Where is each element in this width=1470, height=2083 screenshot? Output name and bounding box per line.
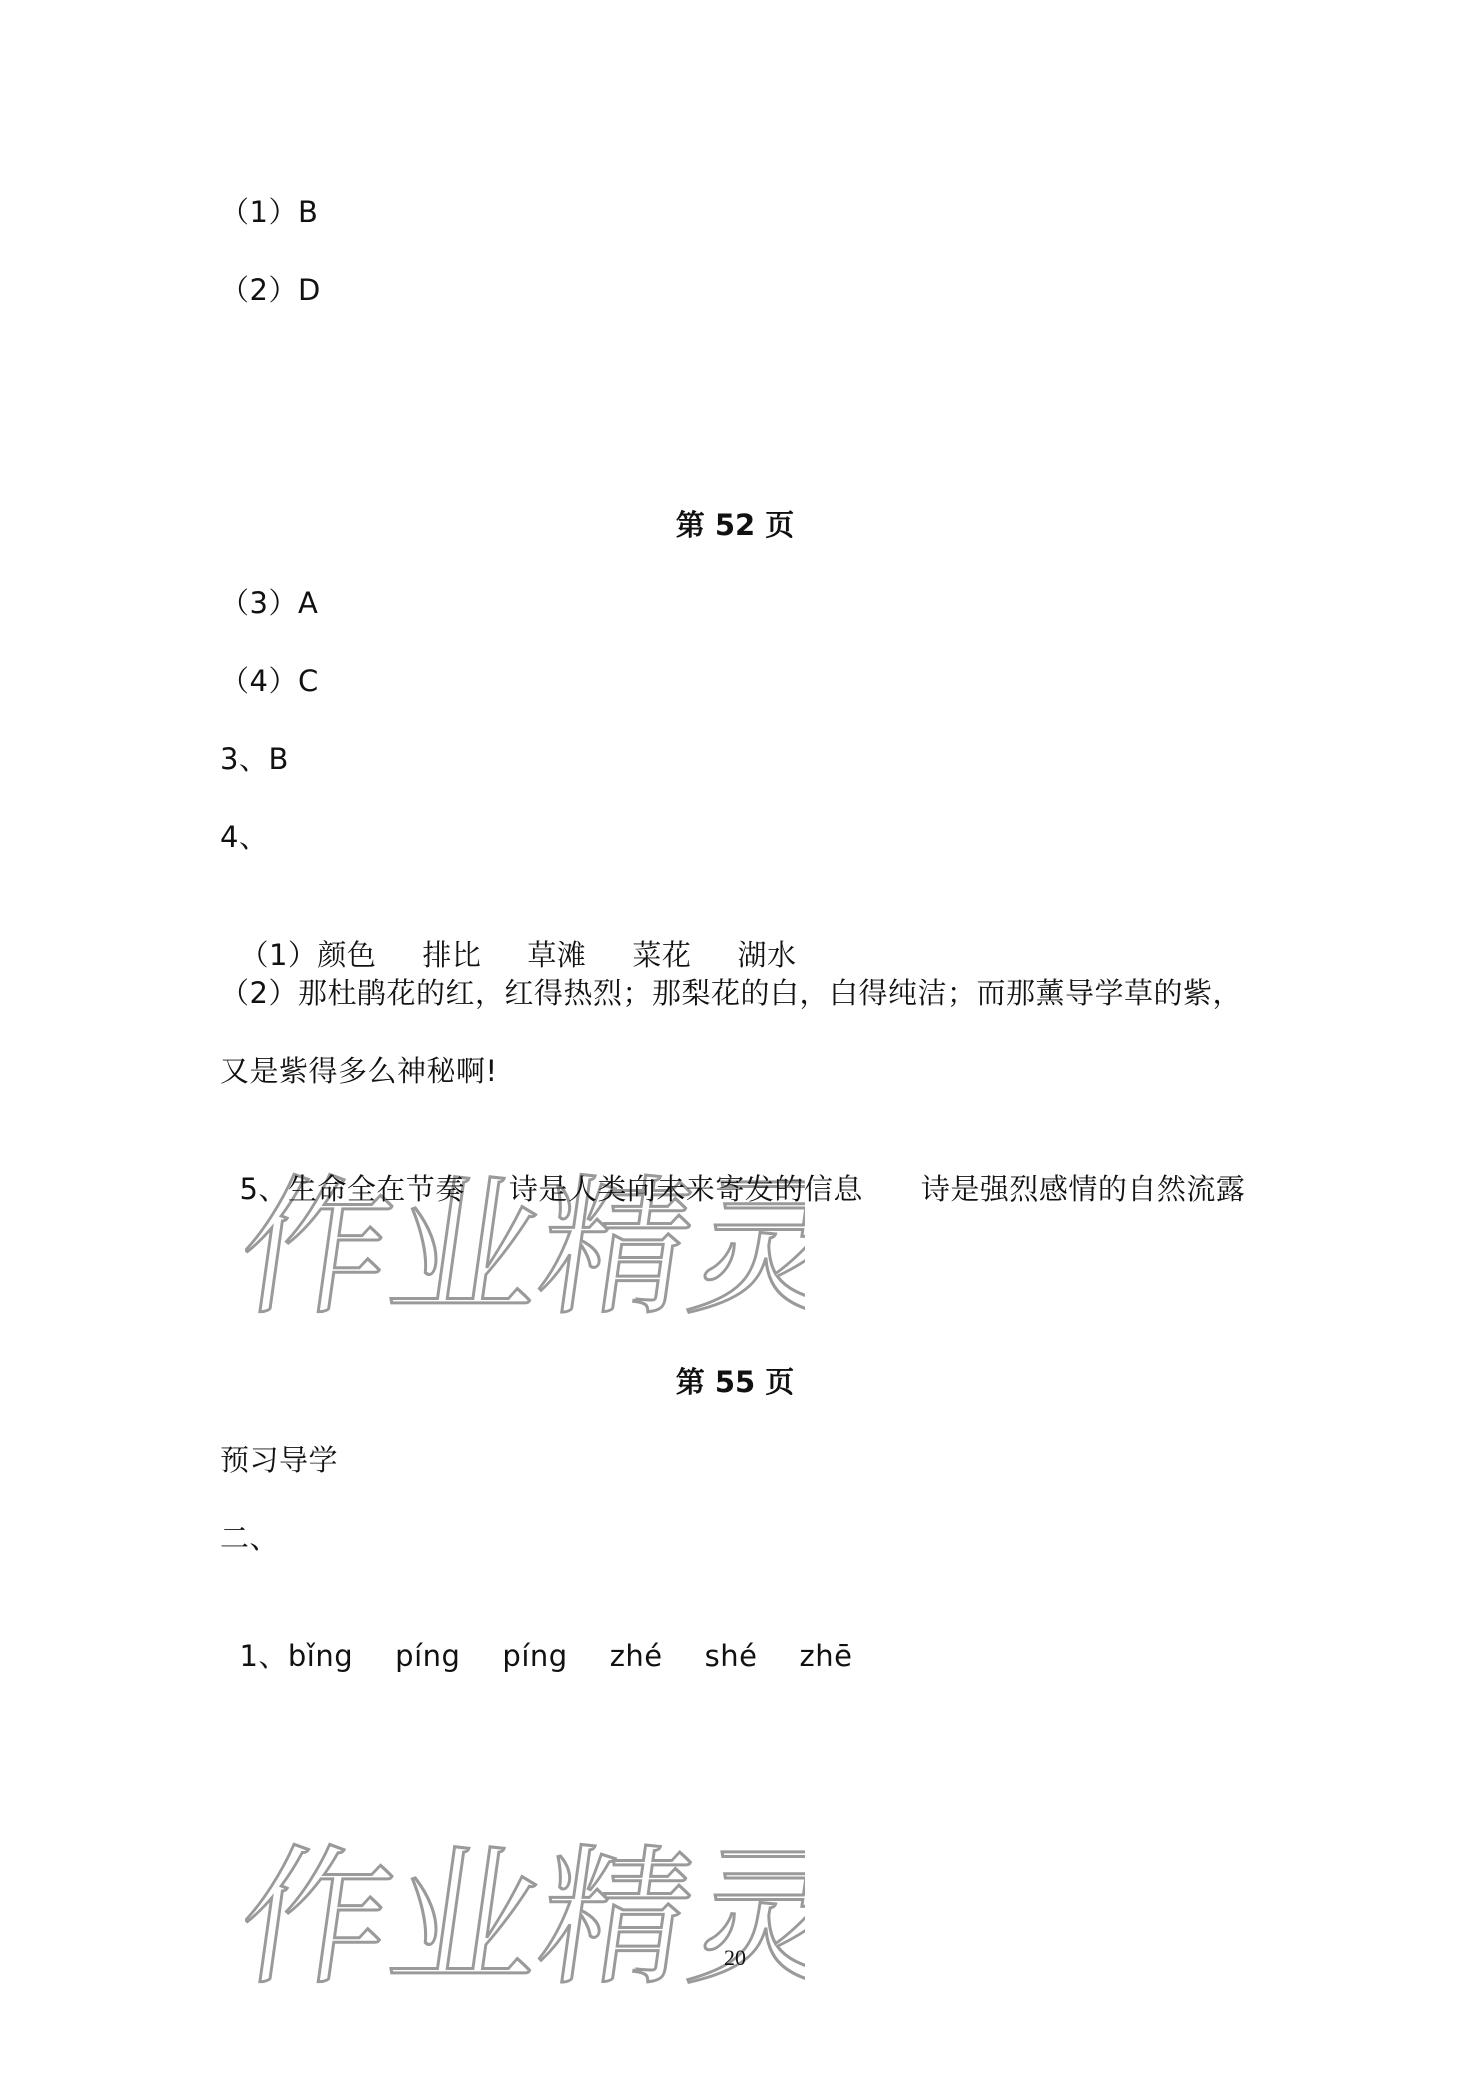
answer-item: 5、生命全在节奏 (239, 1172, 465, 1206)
answer-item: 草滩 (527, 938, 587, 972)
answer-item: 诗是人类向未来寄发的信息 (508, 1172, 863, 1206)
answer-line-10 (220, 1129, 1245, 1209)
answer-line-3: （3）A (220, 586, 319, 620)
answer-line-5: 3、B (220, 742, 289, 776)
answer-line-9: 又是紫得多么神秘啊! (220, 1054, 498, 1088)
pinyin-item: shé (704, 1639, 758, 1673)
answer-line-11: 预习导学 (220, 1443, 339, 1477)
pinyin-item: píng (395, 1639, 461, 1673)
answer-line-12: 二、 (220, 1521, 280, 1555)
pinyin-item: zhé (609, 1639, 663, 1673)
pinyin-item: píng (502, 1639, 568, 1673)
answer-line-4: （4）C (220, 664, 319, 698)
answer-item: 湖水 (737, 938, 797, 972)
answer-line-8: （2）那杜鹃花的红，红得热烈；那梨花的白，白得纯洁；而那薰导学草的紫， (220, 976, 1242, 1010)
answer-item: （1）颜色 (239, 938, 377, 972)
answer-line-2: （2）D (220, 273, 321, 307)
page-number: 20 (724, 1945, 746, 1970)
watermark-text: 作业精灵 (245, 1830, 805, 2000)
page-heading-55: 第 55 页 (675, 1365, 795, 1399)
answer-item: 排比 (422, 938, 482, 972)
pinyin-item: zhē (799, 1639, 853, 1673)
answer-line-13 (220, 1596, 852, 1676)
page-heading-52: 第 52 页 (675, 508, 795, 542)
answer-line-7 (220, 895, 796, 975)
answer-item: 菜花 (632, 938, 692, 972)
pinyin-item: 1、bǐng (239, 1639, 354, 1673)
answer-line-6: 4、 (220, 820, 269, 854)
answer-item: 诗是强烈感情的自然流露 (920, 1172, 1246, 1206)
watermark-2 (245, 1820, 805, 2000)
answer-line-1: （1）B (220, 195, 319, 229)
watermark-text: 作业精灵 (245, 1160, 805, 1330)
